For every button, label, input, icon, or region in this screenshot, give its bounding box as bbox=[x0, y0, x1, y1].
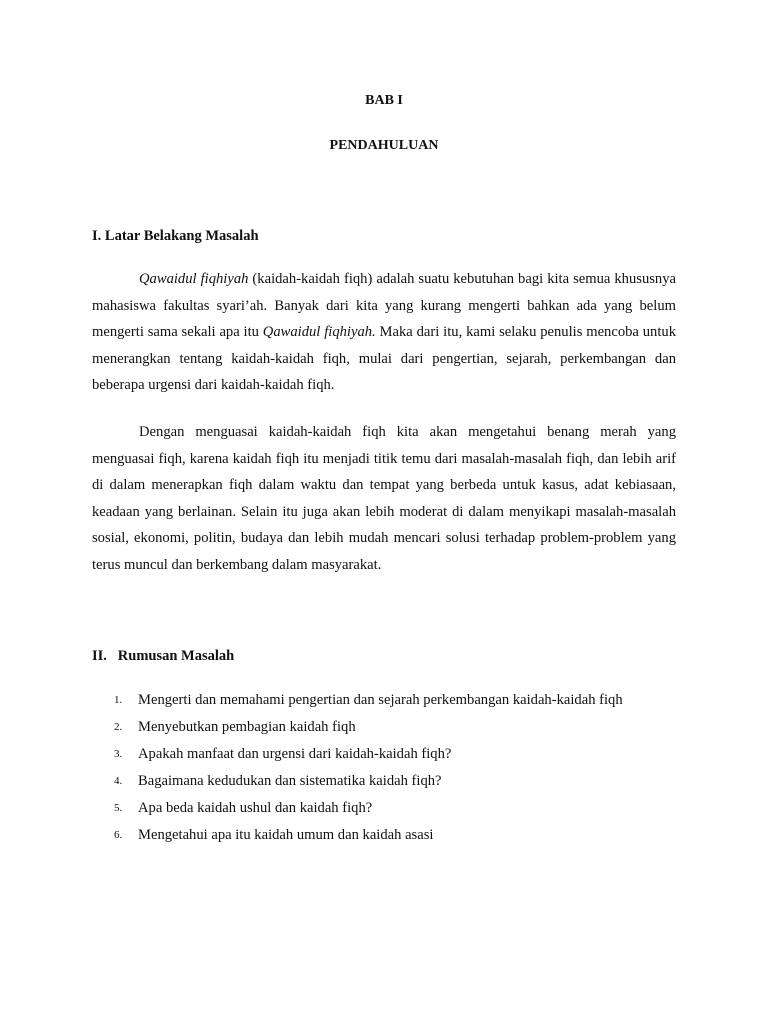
list-item-text: Menyebutkan pembagian kaidah fiqh bbox=[138, 719, 356, 735]
list-item-text: Mengerti dan memahami pengertian dan sejarah perkembangan kaidah-kaidah fiqh bbox=[138, 692, 623, 708]
section-title-rumusan-masalah-text: II. Rumusan Masalah bbox=[92, 648, 235, 664]
chapter-number: BAB I bbox=[365, 93, 403, 108]
list-item-number: 1. bbox=[114, 694, 123, 706]
section-title-rumusan-masalah bbox=[92, 648, 234, 665]
list-item-number: 5. bbox=[114, 802, 123, 814]
list-item-number: 4. bbox=[114, 775, 123, 787]
paragraph-1-text-2: Maka dari itu, kami selaku penulis mencoba untuk menerangkan tentang kaidah-kaidah fiqh, mulai dari pengertian, sejarah, perkembangan dan beberapa urgensi dari kaidah-kaidah fiqh. bbox=[92, 324, 676, 394]
paragraph-1-text-1: (kaidah-kaidah fiqh) adalah suatu kebutuhan bagi kita semua khususnya mahasiswa fakultas syari’ah. Banyak dari kita yang kurang mengerti bahkan ada yang belum mengerti sama sekali apa itu bbox=[92, 271, 676, 341]
list-item-text: Bagaimana kedudukan dan sistematika kaidah fiqh? bbox=[138, 773, 442, 789]
section-title-latar-belakang: I. Latar Belakang Masalah bbox=[92, 228, 259, 244]
list-item-number: 3. bbox=[114, 748, 123, 760]
list-item-text: Apakah manfaat dan urgensi dari kaidah-kaidah fiqh? bbox=[138, 746, 452, 762]
italic-term-1: Qawaidul fiqhiyah bbox=[139, 271, 249, 287]
list-item-text: Apa beda kaidah ushul dan kaidah fiqh? bbox=[138, 800, 373, 816]
paragraph-1 bbox=[92, 266, 676, 399]
list-item-text: Mengetahui apa itu kaidah umum dan kaidah asasi bbox=[138, 827, 434, 843]
paragraph-2 bbox=[92, 419, 676, 579]
paragraph-2-text: Dengan menguasai kaidah-kaidah fiqh kita akan mengetahui benang merah yang menguasai fiqh, karena kaidah fiqh itu menjadi titik temu dari masalah-masalah fiqh, dan lebih arif di dalam menerapkan fiqh dalam waktu dan tempat yang berbeda untuk kasus, adat kebiasaan, keadaan yang berlainan. Selain itu juga akan lebih moderat di dalam menyikapi masalah-masalah sosial, ekonomi, politin, budaya dan lebih mudah mencari solusi terhadap problem-problem yang terus muncul dan berkembang dalam masyarakat. bbox=[92, 424, 676, 573]
chapter-title: PENDAHULUAN bbox=[329, 138, 439, 153]
italic-term-2: Qawaidul fiqhiyah. bbox=[262, 324, 376, 341]
list-item-number: 2. bbox=[114, 721, 123, 733]
list-item-number: 6. bbox=[114, 829, 123, 841]
